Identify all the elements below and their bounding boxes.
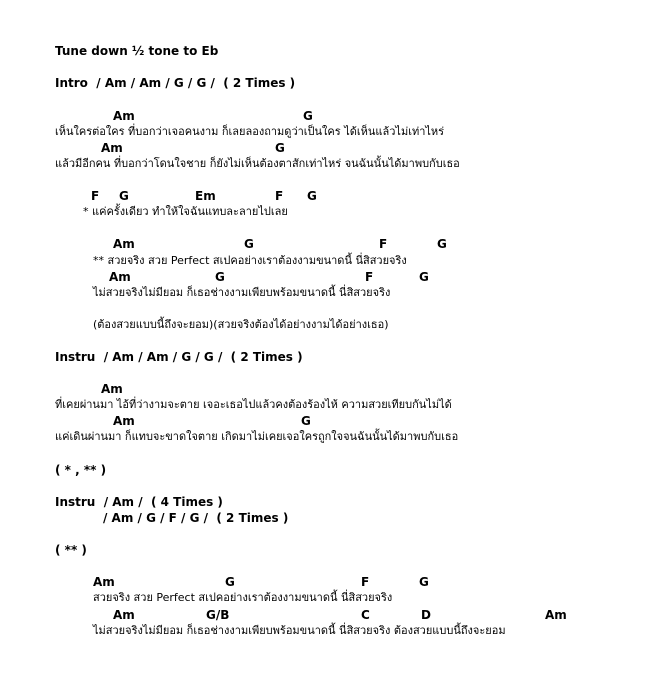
chord: G xyxy=(275,141,285,155)
lyric-line: * แค่ครั้งเดียว ทำให้ใจฉันแทบละลายไปเลย xyxy=(83,205,288,218)
instru-line: Instru / Am / ( 4 Times ) xyxy=(55,495,223,509)
chord: G xyxy=(215,270,225,284)
chord: Am xyxy=(93,575,115,589)
chord: G xyxy=(437,237,447,251)
lyric-line: ที่เคยผ่านมา ไอ้ที่ว่างามจะตาย เจอะเธอไปแล้วคงต้องร้องไห้ ความสวยเทียบกันไม่ได้ xyxy=(55,398,452,411)
chord: G xyxy=(244,237,254,251)
repeat-marker: ( * , ** ) xyxy=(55,463,107,477)
instru-line: Instru / Am / Am / G / G / ( 2 Times ) xyxy=(55,350,303,364)
chord: F xyxy=(361,575,370,589)
chord: F xyxy=(379,237,388,251)
chord: G xyxy=(419,270,429,284)
chord: G/B xyxy=(206,608,230,622)
lyric-line: ไม่สวยจริงไม่มียอม ก็เธอช่างงามเพียบพร้อมขนาดนี้ นี่สิสวยจริง ต้องสวยแบบนี้ถึงจะยอม xyxy=(93,624,506,637)
chord: Am xyxy=(113,109,135,123)
chord: G xyxy=(225,575,235,589)
chord: C xyxy=(361,608,370,622)
chord: F xyxy=(275,189,284,203)
chord: Am xyxy=(545,608,567,622)
tuning-note: Tune down ½ tone to Eb xyxy=(55,44,219,58)
chord: Am xyxy=(113,608,135,622)
lyric-line: แค่เดินผ่านมา ก็แทบจะขาดใจตาย เกิดมาไม่เคยเจอใครถูกใจจนฉันนั้นได้มาพบกับเธอ xyxy=(55,430,459,443)
chord: Am xyxy=(113,414,135,428)
chord: G xyxy=(419,575,429,589)
chord: G xyxy=(119,189,129,203)
intro-line: Intro / Am / Am / G / G / ( 2 Times ) xyxy=(55,76,296,90)
chord: Am xyxy=(101,382,123,396)
lyric-line: ** สวยจริง สวย Perfect สเปคอย่างเราต้องงามขนาดนี้ นี่สิสวยจริง xyxy=(93,254,407,267)
chord: G xyxy=(303,109,313,123)
chord: D xyxy=(421,608,431,622)
chord: Em xyxy=(195,189,216,203)
chord: Am xyxy=(109,270,131,284)
lyric-line: (ต้องสวยแบบนี้ถึงจะยอม)(สวยจริงต้องได้อย่างงามได้อย่างเธอ) xyxy=(93,318,389,331)
chord: Am xyxy=(113,237,135,251)
chord: G xyxy=(307,189,317,203)
chord: G xyxy=(301,414,311,428)
chord: Am xyxy=(101,141,123,155)
lyric-line: ไม่สวยจริงไม่มียอม ก็เธอช่างงามเพียบพร้อมขนาดนี้ นี่สิสวยจริง xyxy=(93,286,391,299)
lyric-line: สวยจริง สวย Perfect สเปคอย่างเราต้องงามขนาดนี้ นี่สิสวยจริง xyxy=(93,591,393,604)
lyric-line: เห็นใครต่อใคร ที่บอกว่าเจอคนงาม ก็เลยลองถามดูว่าเป็นใคร ได้เห็นแล้วไม่เท่าไหร่ xyxy=(55,125,445,138)
instru-line: / Am / G / F / G / ( 2 Times ) xyxy=(103,511,289,525)
repeat-marker: ( ** ) xyxy=(55,543,87,557)
chord: F xyxy=(365,270,374,284)
chord: F xyxy=(91,189,100,203)
lyric-line: แล้วมีอีกคน ที่บอกว่าโดนใจชาย ก็ยังไม่เห็นต้องตาสักเท่าไหร่ จนฉันนั้นได้มาพบกับเธอ xyxy=(55,157,460,170)
